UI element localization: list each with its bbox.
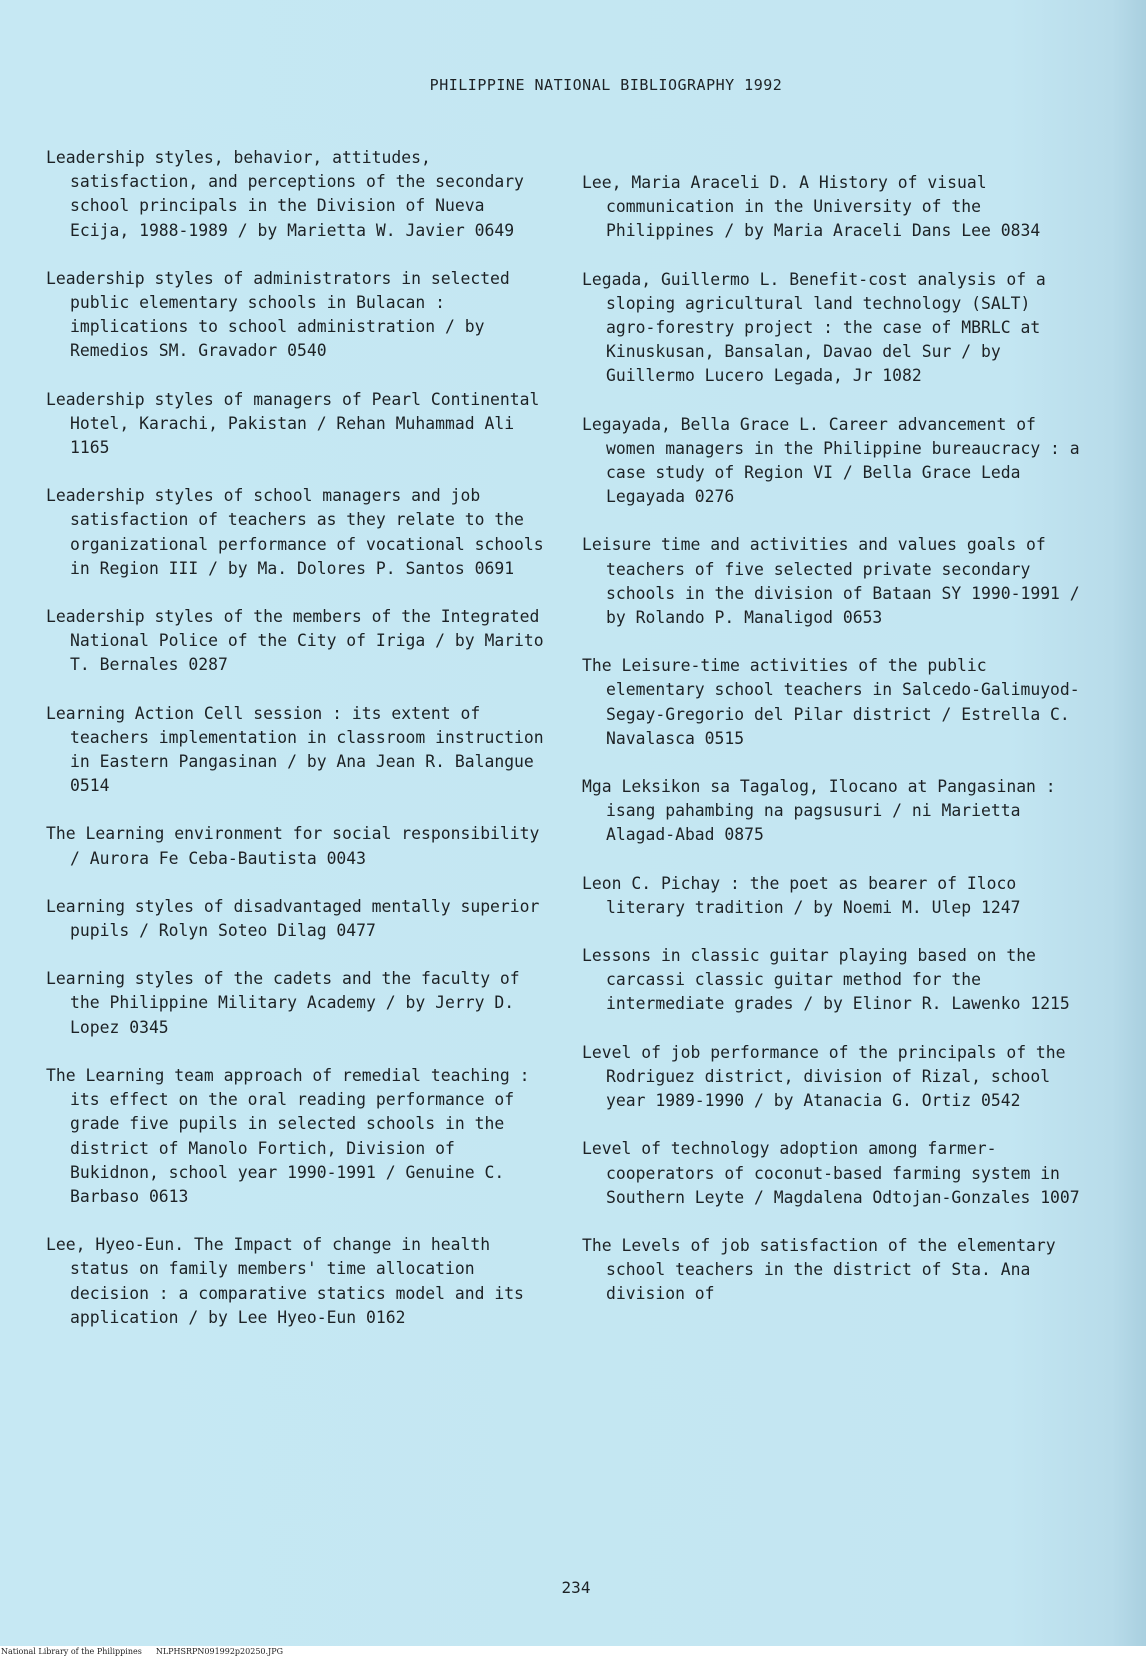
bibliography-entry: Leadership styles of administrators in selected public elementary schools in Bulacan : implications to school administration / by Remedios SM. Gravador 0540: [46, 268, 510, 361]
page-number-footer: [0, 1578, 1146, 1597]
bibliography-entry: Legada, Guillermo L. Benefit-cost analysis of a sloping agricultural land technology (SALT) agro-forestry project : the case of MBRLC at Kinuskusan, Bansalan, Davao del Sur / by Guillermo Lucero Legada, Jr 1082: [582, 269, 1046, 386]
bibliography-entry: Learning styles of the cadets and the faculty of the Philippine Military Academy / by Jerry D. Lopez 0345: [46, 969, 520, 1037]
bibliography-entry: Legayada, Bella Grace L. Career advancement of women managers in the Philippine bureaucracy : a case study of Region VI / Bella Grace Leda Legayada 0276: [582, 414, 1080, 507]
bibliography-entry: Leadership styles of managers of Pearl Continental Hotel, Karachi, Pakistan / Rehan Muhammad Ali 1165: [46, 389, 540, 458]
bibliography-entry: Level of job performance of the principals of the Rodriguez district, division of Rizal, school year 1989-1990 / by Atanacia G. Ortiz 0542: [582, 1042, 1066, 1111]
bibliography-entry: Leadership styles, behavior, attitudes, satisfaction, and perceptions of the secondary school principals in the Division of Nueva Ecija, 1988-1989 / by Marietta W. Javier 0649: [46, 148, 524, 240]
bibliography-entry: Leadership styles of the members of the Integrated National Police of the City of Iriga / by Marito T. Bernales 0287: [46, 607, 544, 675]
scan-credit: [0, 1646, 1146, 1658]
bibliography-entry: Leadership styles of school managers and job satisfaction of teachers as they relate to the organizational performance of vocational schools in Region III / by Ma. Dolores P. Santos 0691: [46, 486, 544, 578]
bibliography-entry: The Learning environment for social responsibility / Aurora Fe Ceba-Bautista 0043: [46, 824, 540, 868]
page-number: 234: [561, 1578, 591, 1597]
right-column: [582, 171, 1082, 1331]
bibliography-entry: Leon C. Pichay : the poet as bearer of Iloco literary tradition / by Noemi M. Ulep 1247: [582, 873, 1021, 917]
bibliography-entry: Learning styles of disadvantaged mentally superior pupils / Rolyn Soteo Dilag 0477: [46, 896, 540, 941]
credit-library: National Library of the Philippines: [1, 1647, 142, 1656]
left-column: [46, 146, 546, 1354]
bibliography-entry: The Levels of job satisfaction of the elementary school teachers in the district of Sta. Ana division of: [582, 1235, 1056, 1304]
bibliography-entry: Mga Leksikon sa Tagalog, Ilocano at Pangasinan : isang pahambing na pagsusuri / ni Marietta Alagad-Abad 0875: [582, 777, 1056, 845]
credit-file: NLPHSRPN091992p20250.JPG: [155, 1647, 284, 1656]
bibliography-entry: Lee, Hyeo-Eun. The Impact of change in health status on family members' time allocation decision : a comparative statics model and its application / by Lee Hyeo-Eun 0162: [46, 1235, 524, 1327]
bibliography-entry: Learning Action Cell session : its extent of teachers implementation in classroom instruction in Eastern Pangasinan / by Ana Jean R. Balangue 0514: [46, 703, 544, 796]
bibliography-entry: Lee, Maria Araceli D. A History of visual communication in the University of the Philippines / by Maria Araceli Dans Lee 0834: [582, 173, 1041, 241]
page-title: PHILIPPINE NATIONAL BIBLIOGRAPHY 1992: [429, 76, 783, 94]
bibliography-entry: The Learning team approach of remedial teaching : its effect on the oral reading performance of grade five pupils in selected schools in the district of Manolo Fortich, Division of Bukidnon, school year 1990-1991 / Genuine C. Barbaso 0613: [46, 1065, 530, 1206]
bibliography-entry: Level of technology adoption among farmer-cooperators of coconut-based farming system in Southern Leyte / Magdalena Odtojan-Gonzales 1007: [582, 1139, 1080, 1207]
bibliography-entry: The Leisure-time activities of the public elementary school teachers in Salcedo-Galimuyod-Segay-Gregorio del Pilar district / Estrella C. Navalasca 0515: [582, 656, 1080, 748]
bibliography-entry: Leisure time and activities and values goals of teachers of five selected private secondary schools in the division of Bataan SY 1990-1991 / by Rolando P. Manaligod 0653: [582, 535, 1080, 628]
bibliography-entry: Lessons in classic guitar playing based on the carcassi classic guitar method for the intermediate grades / by Elinor R. Lawenko 1215: [582, 946, 1070, 1014]
running-header: [0, 76, 1146, 94]
